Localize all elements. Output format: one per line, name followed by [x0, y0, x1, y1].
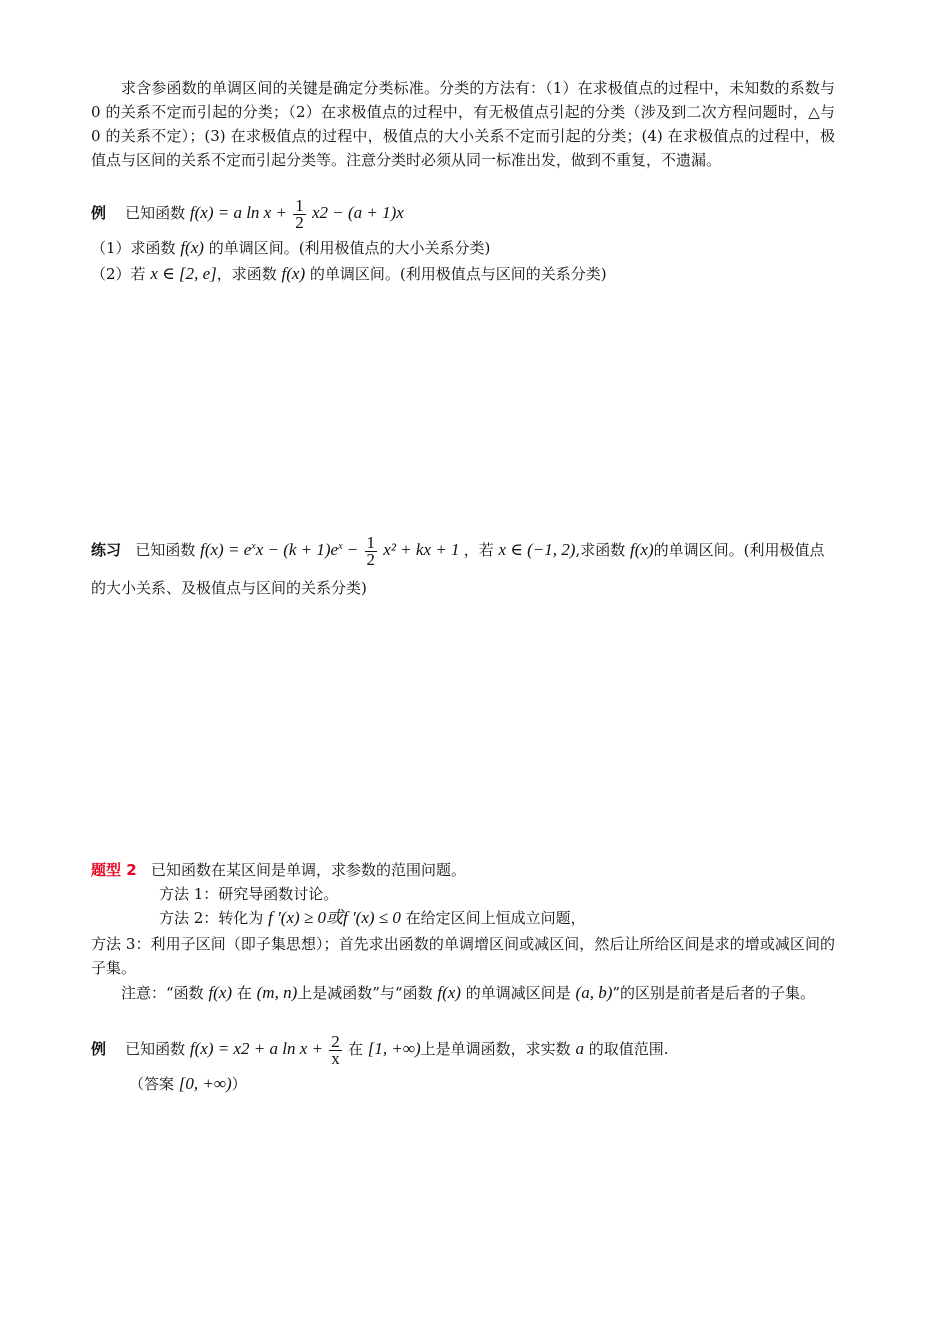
method2-prefix: 方法 2：转化为	[159, 909, 264, 927]
practice-formula-mid: x − (k + 1)e	[255, 540, 339, 559]
type2-note	[91, 980, 835, 1006]
example1-label: 例	[91, 204, 107, 222]
note-func-2: f(x)	[437, 983, 461, 1002]
q2-suffix: 的单调区间。(利用极值点与区间的关系分类)	[309, 265, 607, 283]
practice-suffix: 的单调区间。(利用极值点的大小关系、及极值点与区间的关系分类)	[91, 541, 825, 597]
example1-formula-rhs: x2 − (a + 1)x	[311, 203, 404, 222]
q2-func: f(x)	[281, 264, 306, 283]
practice-formula-lhs: f(x) = e	[200, 540, 252, 559]
example1-formula	[189, 195, 404, 232]
example1-frac-num: 1	[295, 195, 304, 215]
method1-text: 方法 1：研究导函数讨论。	[159, 885, 339, 903]
note-mid-3: 的单调减区间是	[465, 984, 571, 1002]
example1-formula-lhs: f(x) = a ln x +	[189, 203, 287, 222]
note-suffix: ”的区别是前者是后者的子集。	[612, 984, 816, 1002]
practice-condition: x ∈ (−1, 2)	[498, 540, 576, 559]
practice-label: 练习	[91, 541, 122, 559]
example2-suffix-b: 的取值范围.	[588, 1040, 669, 1058]
intro-text: 求含参函数的单调区间的关键是确定分类标准。分类的方法有：（1）在求极值点的过程中，未知数的系数与 0 的关系不定而引起的分类；（2）在求极值点的过程中，有无极值点引起的分类（涉及到二次方程问题时，△与 0 的关系不定）；(3) 在求极值点的过程中，极值点的大小关系不定而引起的分类；(4) 在求极值点的过程中，极值点与区间的关系不定而引起分类等。注意分类时必须从同一标准出发，做到不重复，不遗漏。	[91, 79, 835, 169]
q1-suffix: 的单调区间。(利用极值点的大小关系分类)	[208, 239, 491, 257]
note-interval-2: (a, b)	[575, 983, 613, 1002]
type2-method2	[91, 906, 903, 930]
example2-label: 例	[91, 1040, 107, 1058]
example2-statement	[91, 1030, 835, 1068]
practice-sup-1: x	[251, 541, 256, 552]
note-mid-1: 在	[236, 984, 252, 1002]
method3-text: 方法 3：利用子区间（即子集思想）；首先求出函数的单调增区间或减区间，然后让所给区间是求的增或减区间的子集。	[91, 935, 835, 977]
example1-lead: 已知函数	[125, 204, 186, 222]
type2-label: 题型 2	[91, 861, 137, 879]
example2-answer	[91, 1072, 873, 1096]
example1-frac-den: 2	[295, 212, 304, 232]
example2-formula	[189, 1031, 348, 1068]
practice-frac-num: 1	[366, 532, 376, 552]
example1-question-1	[91, 236, 835, 260]
type2-method1	[91, 882, 903, 906]
q1-func: f(x)	[180, 238, 204, 257]
practice-comma: ，若	[463, 541, 494, 559]
example2-lead: 已知函数	[125, 1040, 186, 1058]
answer-suffix: ）	[231, 1075, 247, 1093]
practice-fraction	[365, 532, 378, 569]
practice-formula-minus: −	[346, 540, 359, 559]
note-mid-2: 上是减函数”与“函数	[297, 984, 433, 1002]
practice-func: f(x)	[630, 540, 654, 559]
type2-heading	[91, 858, 835, 882]
note-interval-1: (m, n)	[256, 983, 298, 1002]
method2-math: f ′(x) ≥ 0或f ′(x) ≤ 0	[268, 908, 401, 927]
example2-suffix-a: 上是单调函数，求实数	[420, 1040, 571, 1058]
practice-frac-den: 2	[366, 549, 376, 569]
q2-mid: ，求函数	[216, 265, 277, 283]
example2-frac-num: 2	[331, 1031, 340, 1051]
q1-prefix: （1）求函数	[91, 239, 176, 257]
method2-suffix: 在给定区间上恒成立问题，	[405, 909, 586, 927]
practice-lead: 已知函数	[135, 541, 196, 559]
q2-condition: x ∈ [2, e]	[150, 264, 217, 283]
answer-prefix: （答案	[129, 1075, 175, 1093]
example1-fraction	[293, 195, 306, 232]
example1-statement	[91, 196, 835, 231]
practice-statement	[91, 528, 835, 607]
note-prefix: 注意：“函数	[121, 984, 204, 1002]
type2-method3	[91, 932, 835, 980]
practice-formula-rhs: x² + kx + 1	[383, 540, 460, 559]
example2-mid: 在	[347, 1040, 363, 1058]
example2-formula-lhs: f(x) = x2 + a ln x +	[189, 1039, 323, 1058]
example2-var: a	[575, 1039, 584, 1058]
note-func-1: f(x)	[208, 983, 233, 1002]
type2-title: 已知函数在某区间是单调，求参数的范围问题。	[150, 861, 466, 879]
example2-fraction	[329, 1031, 342, 1068]
q2-prefix: （2）若	[91, 265, 146, 283]
practice-sup-2: x	[338, 541, 343, 552]
answer-interval: [0, +∞)	[178, 1074, 232, 1093]
example2-frac-den: x	[331, 1048, 340, 1068]
practice-formula	[200, 532, 464, 569]
example2-interval: [1, +∞)	[367, 1039, 421, 1058]
practice-mid: ,求函数	[575, 541, 626, 559]
intro-paragraph	[91, 76, 835, 172]
example1-question-2	[91, 262, 835, 286]
